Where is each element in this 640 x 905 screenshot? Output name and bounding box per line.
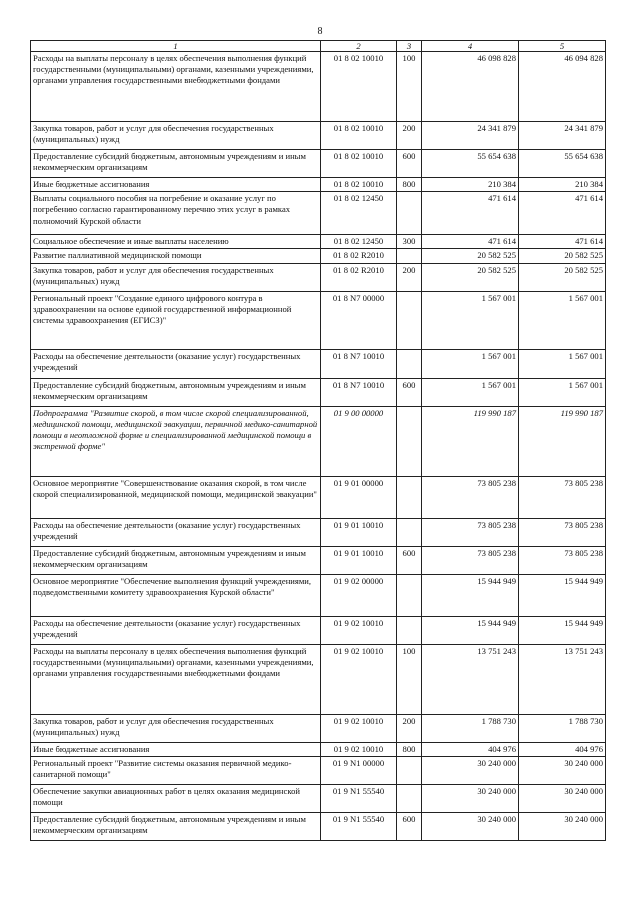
row-amount-2: 30 240 000 (519, 784, 606, 812)
table-row (31, 812, 606, 840)
row-name: Расходы на выплаты персоналу в целях обеспечения выполнения функций государственными (муниципальными) органами, казенными учреждениями, органами управления государственными внебюджетными фондами (31, 644, 321, 714)
row-expense-type (397, 476, 422, 518)
row-amount-1: 73 805 238 (422, 518, 519, 546)
row-amount-2: 471 614 (519, 235, 606, 249)
row-expense-type (397, 574, 422, 616)
row-name: Основное мероприятие "Обеспечение выполнения функций учреждениями, подведомственными комитету здравоохранения Курской области" (31, 574, 321, 616)
row-amount-1: 24 341 879 (422, 122, 519, 150)
row-expense-type: 100 (397, 52, 422, 122)
row-name: Основное мероприятие "Совершенствование оказания скорой, в том числе скорой специализированной, медицинской помощи, медицинской эвакуации" (31, 476, 321, 518)
row-expense-type (397, 756, 422, 784)
header-col-1: 1 (31, 41, 321, 52)
table-row (31, 263, 606, 291)
row-code: 01 8 02 10010 (321, 150, 397, 178)
row-amount-1: 1 788 730 (422, 714, 519, 742)
row-name: Развитие паллиативной медицинской помощи (31, 249, 321, 263)
row-amount-2: 404 976 (519, 742, 606, 756)
row-code: 01 9 01 00000 (321, 476, 397, 518)
row-amount-2: 471 614 (519, 192, 606, 235)
row-amount-1: 55 654 638 (422, 150, 519, 178)
table-row (31, 784, 606, 812)
row-name: Расходы на обеспечение деятельности (оказание услуг) государственных учреждений (31, 518, 321, 546)
row-expense-type (397, 192, 422, 235)
table-row (31, 756, 606, 784)
budget-table (30, 40, 606, 841)
row-amount-1: 471 614 (422, 235, 519, 249)
row-code: 01 9 00 00000 (321, 406, 397, 476)
table-row (31, 574, 606, 616)
row-code: 01 9 02 10010 (321, 742, 397, 756)
table-row (31, 52, 606, 122)
row-amount-2: 1 567 001 (519, 291, 606, 349)
table-row (31, 714, 606, 742)
row-code: 01 9 N1 55540 (321, 812, 397, 840)
table-row (31, 235, 606, 249)
table-row (31, 406, 606, 476)
row-code: 01 8 02 R2010 (321, 263, 397, 291)
row-amount-2: 13 751 243 (519, 644, 606, 714)
row-amount-2: 1 788 730 (519, 714, 606, 742)
row-expense-type (397, 616, 422, 644)
row-name: Закупка товаров, работ и услуг для обеспечения государственных (муниципальных) нужд (31, 263, 321, 291)
row-name: Предоставление субсидий бюджетным, автономным учреждениям и иным некоммерческим организациям (31, 812, 321, 840)
row-amount-2: 20 582 525 (519, 249, 606, 263)
row-code: 01 9 02 10010 (321, 616, 397, 644)
row-expense-type (397, 784, 422, 812)
row-code: 01 8 N7 00000 (321, 291, 397, 349)
table-row (31, 349, 606, 378)
row-amount-1: 15 944 949 (422, 616, 519, 644)
row-name: Расходы на обеспечение деятельности (оказание услуг) государственных учреждений (31, 616, 321, 644)
row-amount-2: 73 805 238 (519, 518, 606, 546)
row-code: 01 8 N7 10010 (321, 349, 397, 378)
page-number: 8 (317, 26, 323, 37)
row-name: Обеспечение закупки авиационных работ в целях оказания медицинской помощи (31, 784, 321, 812)
row-amount-1: 1 567 001 (422, 378, 519, 406)
row-code: 01 9 02 10010 (321, 644, 397, 714)
table-row (31, 546, 606, 574)
row-name: Закупка товаров, работ и услуг для обеспечения государственных (муниципальных) нужд (31, 122, 321, 150)
row-expense-type: 600 (397, 378, 422, 406)
row-amount-1: 1 567 001 (422, 291, 519, 349)
row-code: 01 9 N1 00000 (321, 756, 397, 784)
row-code: 01 9 01 10010 (321, 546, 397, 574)
row-expense-type: 600 (397, 546, 422, 574)
row-name: Предоставление субсидий бюджетным, автономным учреждениям и иным некоммерческим организациям (31, 150, 321, 178)
row-expense-type: 800 (397, 742, 422, 756)
row-name: Региональный проект "Создание единого цифрового контура в здравоохранении на основе единой государственной информационной системы здравоохранения (ЕГИСЗ)" (31, 291, 321, 349)
row-expense-type (397, 518, 422, 546)
table-row (31, 122, 606, 150)
header-col-4: 4 (422, 41, 519, 52)
row-expense-type: 300 (397, 235, 422, 249)
row-expense-type: 200 (397, 714, 422, 742)
row-expense-type (397, 249, 422, 263)
row-name: Предоставление субсидий бюджетным, автономным учреждениям и иным некоммерческим организациям (31, 546, 321, 574)
row-amount-1: 30 240 000 (422, 756, 519, 784)
row-amount-1: 119 990 187 (422, 406, 519, 476)
row-amount-1: 30 240 000 (422, 784, 519, 812)
row-amount-2: 55 654 638 (519, 150, 606, 178)
table-row (31, 742, 606, 756)
table-row (31, 518, 606, 546)
row-amount-1: 30 240 000 (422, 812, 519, 840)
table-row (31, 150, 606, 178)
row-amount-1: 46 098 828 (422, 52, 519, 122)
table-row (31, 378, 606, 406)
row-amount-2: 20 582 525 (519, 263, 606, 291)
row-amount-1: 1 567 001 (422, 349, 519, 378)
row-expense-type: 100 (397, 644, 422, 714)
row-code: 01 8 02 12450 (321, 235, 397, 249)
row-code: 01 8 02 R2010 (321, 249, 397, 263)
row-expense-type: 200 (397, 122, 422, 150)
table-row (31, 644, 606, 714)
row-amount-2: 30 240 000 (519, 756, 606, 784)
header-col-5: 5 (519, 41, 606, 52)
row-amount-1: 73 805 238 (422, 476, 519, 518)
column-number-header (31, 41, 606, 52)
row-amount-2: 210 384 (519, 178, 606, 192)
row-amount-2: 1 567 001 (519, 378, 606, 406)
row-amount-1: 73 805 238 (422, 546, 519, 574)
row-code: 01 8 02 10010 (321, 52, 397, 122)
row-amount-1: 471 614 (422, 192, 519, 235)
row-code: 01 8 02 10010 (321, 178, 397, 192)
row-amount-1: 20 582 525 (422, 249, 519, 263)
row-name: Иные бюджетные ассигнования (31, 178, 321, 192)
row-amount-1: 15 944 949 (422, 574, 519, 616)
table-row (31, 178, 606, 192)
table-row (31, 616, 606, 644)
row-code: 01 9 02 10010 (321, 714, 397, 742)
row-amount-1: 20 582 525 (422, 263, 519, 291)
table-row (31, 249, 606, 263)
row-expense-type (397, 349, 422, 378)
row-amount-2: 30 240 000 (519, 812, 606, 840)
row-name: Региональный проект "Развитие системы оказания первичной медико-санитарной помощи" (31, 756, 321, 784)
row-amount-2: 24 341 879 (519, 122, 606, 150)
row-amount-1: 210 384 (422, 178, 519, 192)
row-amount-1: 404 976 (422, 742, 519, 756)
row-code: 01 9 N1 55540 (321, 784, 397, 812)
row-name: Расходы на выплаты персоналу в целях обеспечения выполнения функций государственными (муниципальными) органами, казенными учреждениями, органами управления государственными внебюджетными фондами (31, 52, 321, 122)
row-name: Предоставление субсидий бюджетным, автономным учреждениям и иным некоммерческим организациям (31, 378, 321, 406)
row-amount-2: 46 094 828 (519, 52, 606, 122)
row-amount-2: 15 944 949 (519, 616, 606, 644)
header-col-2: 2 (321, 41, 397, 52)
row-name: Иные бюджетные ассигнования (31, 742, 321, 756)
table-row (31, 192, 606, 235)
row-amount-2: 119 990 187 (519, 406, 606, 476)
row-name: Закупка товаров, работ и услуг для обеспечения государственных (муниципальных) нужд (31, 714, 321, 742)
row-code: 01 9 02 00000 (321, 574, 397, 616)
header-col-3: 3 (397, 41, 422, 52)
row-code: 01 8 02 12450 (321, 192, 397, 235)
row-name: Подпрограмма "Развитие скорой, в том числе скорой специализированной, медицинской помощи, медицинской эвакуации, первичной медико-санитарной помощи в неотложной форме и специализированной медицинской помощи в экстренной форме" (31, 406, 321, 476)
table-row (31, 476, 606, 518)
row-expense-type: 800 (397, 178, 422, 192)
row-name: Выплаты социального пособия на погребение и оказание услуг по погребению согласно гарантированному перечню этих услуг в рамках полномочий Курской области (31, 192, 321, 235)
row-expense-type (397, 291, 422, 349)
row-code: 01 8 N7 10010 (321, 378, 397, 406)
row-amount-2: 73 805 238 (519, 476, 606, 518)
row-expense-type: 600 (397, 150, 422, 178)
row-name: Расходы на обеспечение деятельности (оказание услуг) государственных учреждений (31, 349, 321, 378)
row-amount-1: 13 751 243 (422, 644, 519, 714)
row-code: 01 9 01 10010 (321, 518, 397, 546)
row-expense-type: 600 (397, 812, 422, 840)
row-expense-type: 200 (397, 263, 422, 291)
row-name: Социальное обеспечение и иные выплаты населению (31, 235, 321, 249)
row-code: 01 8 02 10010 (321, 122, 397, 150)
row-expense-type (397, 406, 422, 476)
row-amount-2: 73 805 238 (519, 546, 606, 574)
table-row (31, 291, 606, 349)
row-amount-2: 15 944 949 (519, 574, 606, 616)
row-amount-2: 1 567 001 (519, 349, 606, 378)
